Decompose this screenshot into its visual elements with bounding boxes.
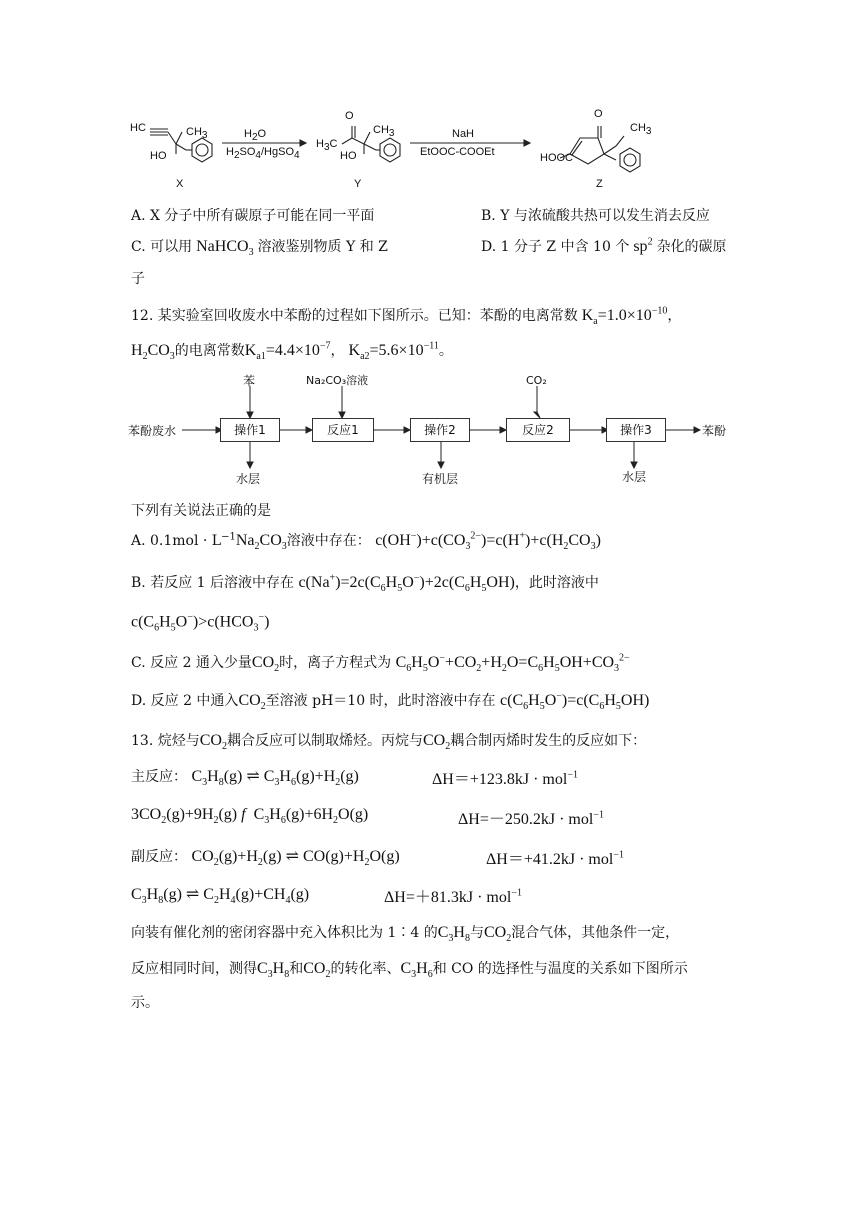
flow-input-label: 苯酚废水 [128, 424, 177, 438]
arrow1-top: $H_2O$ [244, 128, 267, 144]
q11-option-a: A. X 分子中所有碳原子可能在同一平面 [131, 208, 375, 224]
q13-reaction-4: $C_3H_8(g)$ ⇌ $C_2H_4(g)+CH_4(g)$ [131, 886, 310, 907]
exam-page: HC $CH_3$ HO X $H_2O$ $H_2SO_4/HgSO_4$ $H_3C$ O $CH_3$ HO Y NaH EtOOC-COOEt O $CH_3$ HOOC Z A. X 分子中所有碳原子可能在同一平面 B. Y 与浓硫酸共热可以发生消去反应 C. 可以用 NaHCO$_3$ 溶液鉴别物质 Y 和 Z D. 1 分子 Z 中含 10 个 $sp^2$ 杂化的碳原 子 12. 某实验室回收废水中苯酚的过程如下图所示。已知：苯酚的电离常数 $K_a=1.0\times 10^{-10}$， $H_2CO_3$的电离常数$K_{a1}=4.4\times 10^{-7}$， $K_{a2}=5.6\times 10^{-11}$。 苯酚废水 苯酚 苯 Na₂CO₃溶液 CO₂ 操作1 反应1 操作2 反应2 操作3 水层 有机层 水层 下列有关说法正确的是 A. $0.1mol \cdot L^{-1}Na_2CO_3$溶液中存在： $c(OH^-)+c(CO_3^{2-})=c(H^+)+c(H_2CO_3)$ B. 若反应 1 后溶液中存在 $c(Na^+)=2c(C_6H_5O^-)+2c(C_6H_5OH)$，此时溶液中 $c(C_6H_5O^-)>c(HCO_3^-)$ C. 反应 2 通入少量$CO_2$时，离子方程式为 $C_6H_5O^-+CO_2+H_2O=C_6H_5OH+CO_3^{2-}$ D. 反应 2 中通入$CO_2$至溶液 pH＝10 时，此时溶液中存在 $c(C_6H_5O^-)=c(C_6H_5OH)$ 13. 烷烃与$CO_2$耦合反应可以制取烯烃。丙烷与$CO_2$耦合制丙烯时发生的反应如下： 主反应： $C_3H_8(g)$ ⇌ $C_3H_6(g)+H_2(g)$ ΔH＝+123.8kJ · mol$^{-1}$ $3CO_2(g)+9H_2(g)$ f $C_3H_6(g)+6H_2O(g)$ ΔH=－250.2kJ · mol$^{-1}$ 副反应： $CO_2(g)+H_2(g)$ ⇌ $CO(g)+H_2O(g)$ ΔH＝+41.2kJ · mol$^{-1}$ $C_3H_8(g)$ ⇌ $C_2H_4(g)+CH_4(g)$ ΔH=＋81.3kJ · mol$^{-1}$ 向装有催化剂的密闭容器中充入体积比为 1∶4 的$C_3H_8$与$CO_2$混合气体，其他条件一定， 反应相同时间，测得$C_3H_8$和$CO_2$的转化率、$C_3H_6$和 CO 的选择性与温度的关系如下图所示 示。 [0, 0, 860, 1216]
q13-reaction-1: 主反应： $C_3H_8(g)$ ⇌ $C_3H_6(g)+H_2(g)$ [131, 768, 359, 789]
q13-reaction-3: 副反应： $CO_2(g)+H_2(g)$ ⇌ $CO(g)+H_2O(g)$ [131, 848, 400, 869]
arrow2-bottom: EtOOC-COOEt [420, 146, 495, 158]
q13-para-line3: 示。 [131, 995, 159, 1011]
x-ho-label: HO [150, 150, 167, 162]
flow-bottom-water2: 水层 [622, 470, 647, 484]
flow-output-label: 苯酚 [702, 424, 727, 438]
y-ch3-label: $CH_3$ [373, 124, 395, 140]
q12-question: 下列有关说法正确的是 [131, 503, 271, 519]
q12-option-c: C. 反应 2 通入少量$CO_2$时，离子方程式为 $C_6H_5O^-+CO_2+H_2O=C_6H_5OH+CO_3^{2-}$ [131, 652, 630, 675]
flow-box-reaction1: 反应1 [312, 418, 374, 442]
arrow2-top: NaH [452, 128, 475, 140]
z-phenyl-ring [620, 148, 640, 172]
x-phenyl-ring [192, 138, 212, 162]
q12-stem-line1: 12. 某实验室回收废水中苯酚的过程如下图所示。已知：苯酚的电离常数 $K_a=1.0\times 10^{-10}$， [131, 305, 682, 328]
q12-option-a: A. $0.1mol \cdot L^{-1}Na_2CO_3$溶液中存在： $c(OH^-)+c(CO_3^{2-})=c(H^+)+c(H_2CO_3)$ [131, 530, 601, 553]
q11-option-d: D. 1 分子 Z 中含 10 个 $sp^2$ 杂化的碳原 [481, 236, 727, 255]
flow-top-na2co3: Na₂CO₃溶液 [306, 374, 369, 387]
q11-option-b: B. Y 与浓硫酸共热可以发生消去反应 [481, 208, 710, 224]
x-label: X [176, 178, 184, 190]
z-ch3-label: $CH_3$ [630, 122, 652, 138]
flow-box-operation1: 操作1 [220, 418, 280, 442]
q11-option-d-wrap: 子 [131, 271, 145, 287]
q13-reaction-3-dh: ΔH＝+41.2kJ · mol$^{-1}$ [486, 849, 624, 868]
flow-top-co2: CO₂ [526, 374, 547, 387]
arrow1-bottom: $H_2SO_4/HgSO_4$ [226, 146, 300, 162]
y-o-label: O [345, 110, 354, 122]
q12-option-b: B. 若反应 1 后溶液中存在 $c(Na^+)=2c(C_6H_5O^-)+2c(C_6H_5OH)$，此时溶液中 [131, 572, 599, 595]
q13-para-line2: 反应相同时间，测得$C_3H_8$和$CO_2$的转化率、$C_3H_6$和 CO 的选择性与温度的关系如下图所示 [131, 960, 688, 981]
flow-bottom-water1: 水层 [236, 472, 261, 486]
z-label: Z [596, 178, 603, 190]
y-label: Y [354, 178, 362, 190]
q13-reaction-2-dh: ΔH=－250.2kJ · mol$^{-1}$ [458, 809, 604, 828]
z-o-label: O [594, 108, 603, 120]
z-hooc-label: HOOC [540, 152, 573, 164]
q13-reaction-4-dh: ΔH=＋81.3kJ · mol$^{-1}$ [384, 887, 522, 906]
flow-box-operation3: 操作3 [606, 418, 666, 442]
flow-top-benzene: 苯 [243, 374, 256, 388]
q13-reaction-2: $3CO_2(g)+9H_2(g)$ f $C_3H_6(g)+6H_2O(g)$ [131, 806, 369, 827]
q11-option-c: C. 可以用 NaHCO$_3$ 溶液鉴别物质 Y 和 Z [131, 238, 388, 259]
q13-para-line1: 向装有催化剂的密闭容器中充入体积比为 1∶4 的$C_3H_8$与$CO_2$混合气体，其他条件一定， [131, 924, 680, 945]
q12-option-b-cont: $c(C_6H_5O^-)>c(HCO_3^-)$ [131, 612, 270, 634]
q13-stem: 13. 烷烃与$CO_2$耦合反应可以制取烯烃。丙烷与$CO_2$耦合制丙烯时发生的反应如下： [131, 732, 647, 753]
q12-option-d: D. 反应 2 中通入$CO_2$至溶液 pH＝10 时，此时溶液中存在 $c(C_6H_5O^-)=c(C_6H_5OH)$ [131, 690, 650, 713]
flow-bottom-organic: 有机层 [422, 472, 459, 486]
x-ch3-label: $CH_3$ [186, 126, 208, 142]
flow-box-operation2: 操作2 [410, 418, 470, 442]
y-ho-label: HO [340, 150, 357, 162]
y-phenyl-ring [380, 138, 400, 162]
flow-box-reaction2: 反应2 [506, 418, 570, 442]
q12-stem-line2: $H_2CO_3$的电离常数$K_{a1}=4.4\times 10^{-7}$， $K_{a2}=5.6\times 10^{-11}$。 [131, 340, 453, 363]
y-h3c-label: $H_3C$ [316, 138, 338, 154]
q13-reaction-1-dh: ΔH＝+123.8kJ · mol$^{-1}$ [432, 769, 578, 788]
